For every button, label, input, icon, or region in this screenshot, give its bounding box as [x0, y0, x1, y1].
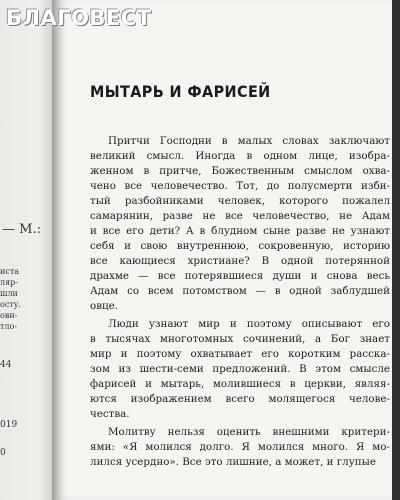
left-page-fragment: 019	[0, 420, 18, 430]
paragraph	[90, 317, 390, 422]
left-page-fragment: иста	[0, 267, 20, 276]
left-page-fragment: 0	[0, 448, 6, 458]
watermark-logo: БЛАГОВЕСТ	[6, 6, 152, 30]
text-line: фарисей и мытарь, молившиеся в церкви, являя-	[90, 378, 390, 390]
text-line: самарянин, разве не все человечество, не Адам	[90, 210, 390, 222]
text-line: зом из шести-семи предложений. В этом смысле	[90, 363, 390, 375]
paragraph	[90, 425, 390, 470]
text-line: Молитву нельзя оценить внешними критери-	[108, 426, 390, 438]
left-page-fragment: ови-	[0, 311, 18, 320]
text-line: Притчи Господни в малых словах заключают	[108, 135, 390, 147]
left-page-fragment: осту.	[0, 300, 21, 309]
text-line: тый разбойниками человек, которого пожалел	[90, 195, 390, 207]
text-line: мир и поэтому охватывает его коротким расска-	[90, 348, 390, 360]
left-page-fragment: ляр-	[0, 278, 18, 287]
text-line: овце.	[90, 300, 118, 312]
paragraph	[90, 134, 390, 314]
text-line: все кающиеся христиане? В одной потерянной	[90, 255, 390, 267]
text-line: великий смысл. Иногда в одном лице, изобра-	[90, 150, 390, 162]
text-line: себя и свою внутреннюю, сокровенную, историю	[90, 240, 390, 252]
chapter-title: МЫТАРЬ И ФАРИСЕЙ	[90, 82, 271, 101]
text-line: чества.	[90, 408, 130, 420]
page-edge	[392, 0, 400, 500]
left-page	[0, 0, 54, 500]
left-page-fragment: — М.:	[2, 222, 41, 237]
text-line: в тысячах многотомных сочинений, а Бог знает	[90, 333, 390, 345]
text-line: женном в притче, Божественным смыслом охва-	[90, 165, 390, 177]
left-page-fragment: 44	[0, 360, 12, 370]
text-line: Люди узнают мир и поэтому описывают его	[108, 318, 390, 330]
text-line: Адам со всем потомством — в одной заблудшей	[90, 285, 390, 297]
text-line: лился усердно». Все это лишние, а может, и глупые	[90, 456, 376, 468]
left-page-fragment: тло-	[0, 322, 18, 331]
right-page	[58, 0, 392, 500]
text-line: и все его дети? А в блудном сыне разве не узнают	[90, 225, 390, 237]
text-line: ями: «Я молился долго. Я молился много. Я мо-	[90, 441, 390, 453]
text-line: чено все человечество. Тот, до полусмерти изби-	[90, 180, 390, 192]
text-line: ются изображением всего молящегося челове-	[90, 393, 390, 405]
text-line: драхме — все потерявшиеся души и снова весь	[90, 270, 390, 282]
body-text	[90, 134, 390, 470]
left-page-fragment: шли	[0, 289, 18, 298]
